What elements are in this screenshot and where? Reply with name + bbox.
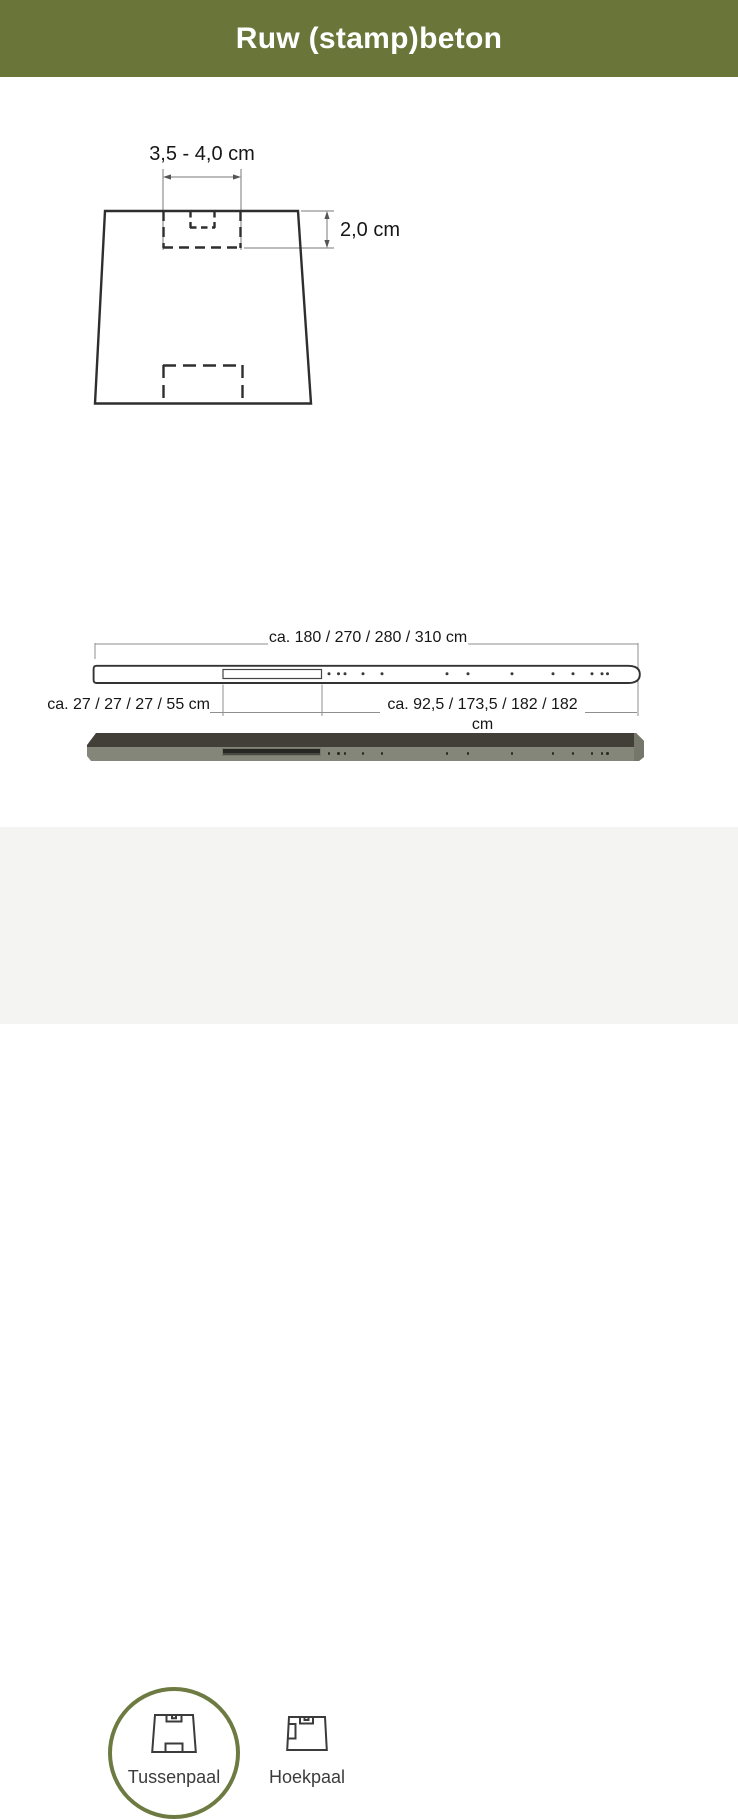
concrete-beam-render [87,733,644,761]
cross-section-diagram [95,169,334,404]
top-slot-dashed [163,211,242,248]
beam-slot-outline [223,670,322,679]
tussenpaal-icon [151,1713,197,1754]
beam-screw-holes [328,672,610,675]
post-type-hoekpaal[interactable] [247,1707,367,1787]
beam-length-dimension: ca. 180 / 270 / 280 / 310 cm [268,629,468,646]
inner-notch-dashed [190,211,215,228]
bottom-slot-dashed [163,365,243,403]
hole-spacing-dimension: ca. 92,5 / 173,5 / 182 / 182 cm [380,695,585,735]
slot-width-dimension: 3,5 - 4,0 cm [149,143,255,165]
post-type-label: Hoekpaal [268,1767,346,1787]
hoekpaal-icon [286,1715,328,1752]
post-outline [95,211,311,404]
slot-offset-dimension: ca. 27 / 27 / 27 / 55 cm [47,696,210,713]
post-type-selector [0,827,738,1787]
slot-depth-dimension: 2,0 cm [340,219,401,241]
post-type-label: Tussenpaal [127,1767,221,1787]
beam-render-holes [87,733,644,761]
page-title: Ruw (stamp)beton [235,21,503,55]
page-header [0,0,738,77]
technical-line-art [0,0,738,780]
beam-outline [94,666,640,683]
post-type-tussenpaal[interactable] [108,1687,240,1819]
